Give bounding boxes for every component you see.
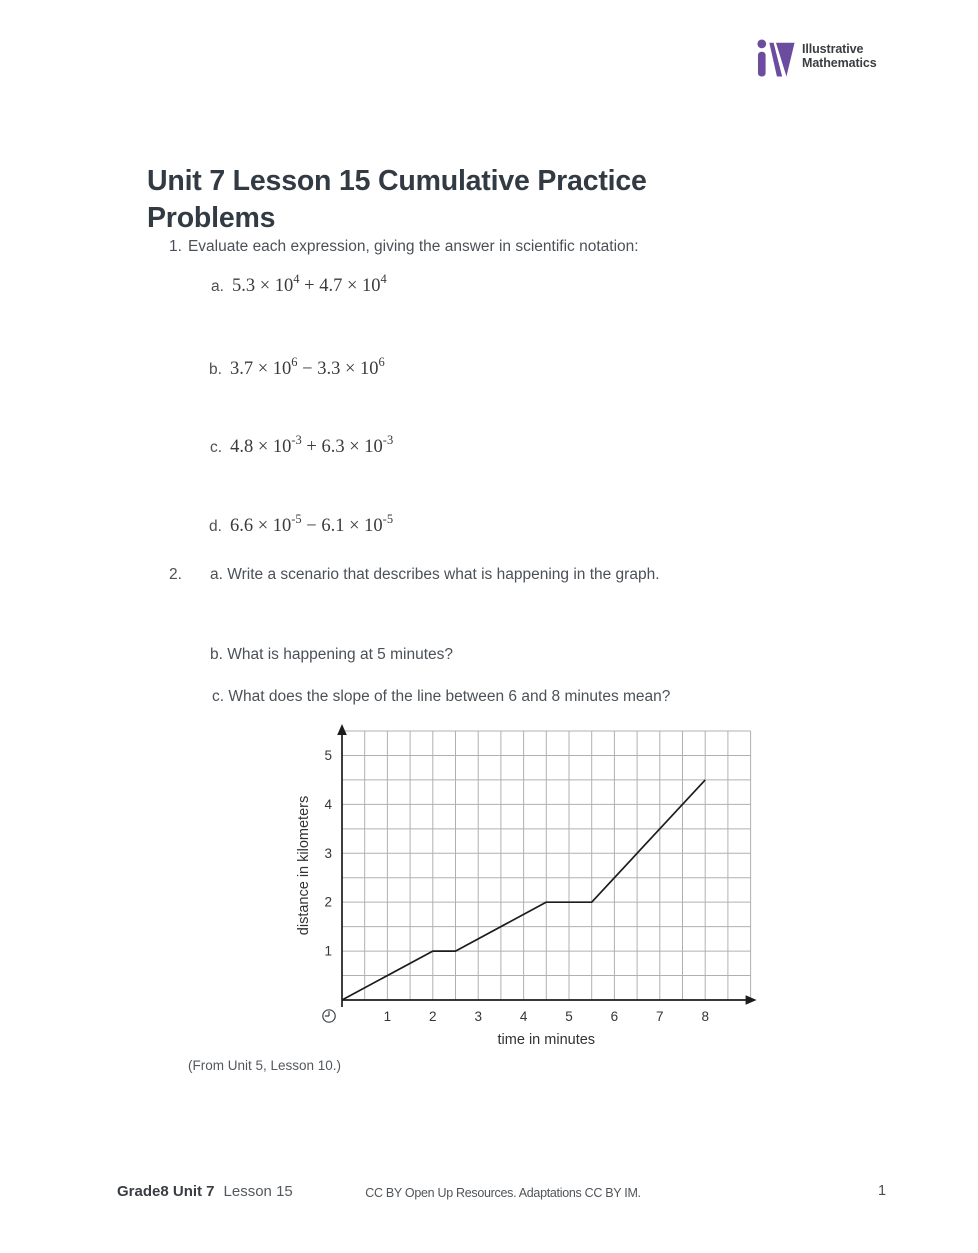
footer-license: CC BY Open Up Resources. Adaptations CC BY IM. [365,1186,641,1200]
axes [342,732,749,1007]
problem-2b-text: What is happening at 5 minutes? [227,646,453,663]
svg-text:2: 2 [324,894,332,910]
y-axis-label: distance in kilometers [296,795,312,936]
clock-icon [323,1010,335,1022]
problem-1-prompt-text: Evaluate each expression, giving the answer in scientific notation: [187,238,639,255]
svg-text:8: 8 [701,1009,709,1024]
logo-line-2: Mathematics [802,56,877,70]
footer-page-number: 1 [878,1183,887,1199]
problem-2c-text: What does the slope of the line between 6 and 8 minutes mean? [228,688,671,705]
source-note: (From Unit 5, Lesson 10.) [188,1058,342,1073]
expression-d-label: d. [209,518,222,535]
svg-text:5: 5 [324,747,332,763]
problem-1-number: 1. [169,238,182,255]
svg-text:4: 4 [519,1009,528,1024]
im-logo-wordmark [802,37,877,70]
im-logo [756,37,877,82]
expression-c [210,432,394,458]
expression-b [209,354,385,380]
svg-text:7: 7 [656,1009,664,1024]
expression-a-label: a. [211,278,224,295]
distance-time-chart [296,720,766,1052]
expression-c-label: c. [210,439,223,456]
expression-a [211,271,387,297]
problem-2b-label: b. [210,646,223,663]
problem-2-part-a [169,566,660,584]
problem-2-part-b [210,646,453,664]
svg-text:2: 2 [429,1009,437,1024]
svg-text:3: 3 [474,1009,482,1024]
x-axis-label: time in minutes [497,1032,596,1048]
svg-text:1: 1 [324,943,332,959]
svg-text:1: 1 [383,1009,392,1024]
expression-c-math: $4.8 \times 10^{-3} + 6.3 \times 10^{-3}$ [230,432,394,457]
y-tick-labels [324,748,332,959]
svg-text:6: 6 [610,1009,619,1024]
problem-2-part-c [212,688,670,706]
problem-2a-text: Write a scenario that describes what is happening in the graph. [227,566,660,583]
expression-b-math: $3.7 \times 10^6 - 3.3 \times 10^6$ [229,354,385,379]
expression-d [209,511,394,537]
im-logo-icon [756,37,795,82]
footer-lesson: Lesson 15 [223,1183,293,1200]
x-tick-labels [384,1009,709,1024]
svg-text:5: 5 [565,1009,573,1024]
footer-grade-unit: Grade8 Unit 7 [117,1183,215,1200]
svg-text:3: 3 [324,845,332,861]
logo-line-1: Illustrative [802,42,864,56]
problem-2c-label: c. [212,688,225,705]
expression-b-label: b. [209,361,222,378]
svg-text:4: 4 [324,796,332,812]
grid-lines [342,731,751,1000]
problem-1-prompt [169,238,639,256]
expression-a-math: $5.3 \times 10^4 + 4.7 \times 10^4$ [231,271,387,296]
line-graph-svg [296,720,766,1052]
problem-2a-label: a. [210,566,223,583]
problem-2-number: 2. [169,566,182,583]
expression-d-math: $6.6 \times 10^{-5} - 6.1 \times 10^{-5}$ [229,511,394,536]
page-title: Unit 7 Lesson 15 Cumulative Practice Problems [147,165,647,235]
